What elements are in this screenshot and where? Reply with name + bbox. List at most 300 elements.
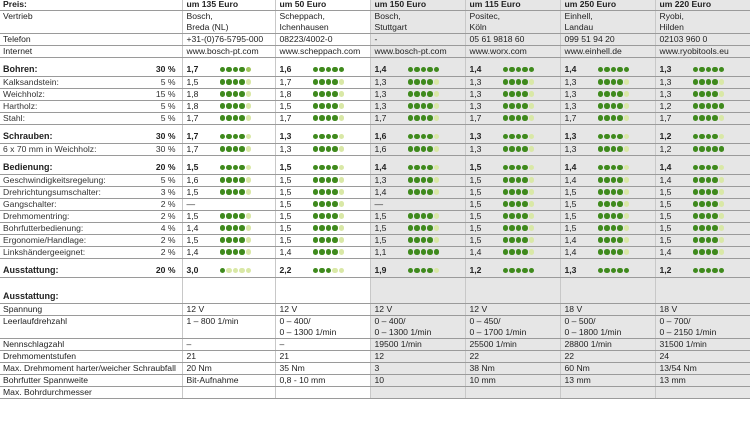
rating-dot <box>699 189 705 195</box>
product-cell <box>465 33 560 45</box>
product-cell <box>655 186 750 198</box>
rating-dots <box>693 199 726 210</box>
score-value: 1,3 <box>279 131 292 141</box>
info-value: Einhell, <box>564 10 593 21</box>
score-value: 1,8 <box>186 100 199 111</box>
row-weight <box>140 143 182 155</box>
product-cell <box>465 162 560 174</box>
rating-dots <box>503 64 536 75</box>
rating-dot <box>706 79 712 85</box>
rating-dot <box>414 103 420 109</box>
product-cell <box>182 258 275 265</box>
score-value: 1,7 <box>279 112 292 123</box>
rating-dot <box>434 225 440 231</box>
rating-dot <box>414 115 420 121</box>
product-cell <box>182 100 275 112</box>
product-cell <box>560 88 655 100</box>
score-value: 1,5 <box>279 198 292 209</box>
rating-dot <box>246 103 252 109</box>
rating-dot <box>319 249 325 255</box>
product-cell <box>370 143 465 155</box>
rating-dot <box>604 165 610 171</box>
rating-dot <box>326 237 332 243</box>
product-cell <box>275 143 370 155</box>
rating-dot <box>421 91 427 97</box>
product-cell <box>275 186 370 198</box>
spec-value: 3 <box>374 362 380 373</box>
score-value: 1,4 <box>659 246 672 257</box>
rating-dot <box>326 213 332 219</box>
rating-dot <box>624 146 630 152</box>
row-label-text: Nennschlagzahl <box>3 338 65 349</box>
rating-dot <box>220 213 226 219</box>
rating-dot <box>522 189 528 195</box>
product-cell <box>275 210 370 222</box>
product-cell <box>655 10 750 33</box>
rating-dots <box>408 101 441 112</box>
rating-dot <box>604 268 610 274</box>
spec-row <box>0 315 750 338</box>
score-value: 1,5 <box>279 222 292 233</box>
rating-dot <box>699 146 705 152</box>
score-value: 1,7 <box>186 143 199 154</box>
row-weight <box>140 57 182 64</box>
rating-dot <box>339 213 345 219</box>
rating-dot <box>408 165 414 171</box>
rating-dot <box>699 134 705 140</box>
rating-dot <box>598 134 604 140</box>
rating-dot <box>414 268 420 274</box>
row-weight <box>140 162 182 174</box>
info-value: 08223/4002-0 <box>279 33 333 44</box>
rating-dot <box>509 134 515 140</box>
rating-dot <box>427 249 433 255</box>
row-weight-text: 5 % <box>160 112 176 123</box>
product-cell <box>560 57 655 64</box>
product-cell <box>465 374 560 386</box>
row-label <box>0 57 140 64</box>
row-label-text: Preis: <box>3 0 27 9</box>
rating-dot <box>339 146 345 152</box>
rating-dot <box>503 67 509 73</box>
rating-dot <box>414 165 420 171</box>
rating-dot <box>220 177 226 183</box>
rating-dot <box>319 134 325 140</box>
product-cell <box>370 210 465 222</box>
rating-dots <box>598 199 631 210</box>
info-value: www.ryobitools.eu <box>659 45 729 56</box>
spec-value: 1 – 800 1/min <box>186 315 239 326</box>
rating-dot <box>529 146 535 152</box>
spec-value: 0 – 450/ <box>469 315 501 326</box>
row-weight <box>140 64 182 76</box>
rating-dot <box>239 146 245 152</box>
rating-dot <box>434 91 440 97</box>
product-cell <box>560 162 655 174</box>
product-cell <box>370 10 465 33</box>
rating-dot <box>617 165 623 171</box>
rating-dot <box>604 134 610 140</box>
rating-dot <box>408 91 414 97</box>
product-cell <box>275 374 370 386</box>
rating-dot <box>693 213 699 219</box>
rating-dot <box>624 213 630 219</box>
rating-dot <box>226 268 232 274</box>
rating-dot <box>226 177 232 183</box>
product-cell <box>655 33 750 45</box>
rating-dot <box>339 268 345 274</box>
product-cell <box>370 162 465 174</box>
rating-dot <box>706 201 712 207</box>
rating-dots <box>693 64 726 75</box>
rating-dots <box>503 199 536 210</box>
rating-dot <box>220 134 226 140</box>
rating-dot <box>332 237 338 243</box>
row-weight <box>140 338 182 350</box>
rating-dot <box>604 249 610 255</box>
rating-dot <box>617 213 623 219</box>
rating-dots <box>693 187 726 198</box>
rating-dot <box>319 67 325 73</box>
rating-dot <box>509 177 515 183</box>
rating-dot <box>319 177 325 183</box>
rating-dot <box>239 79 245 85</box>
rating-dot <box>522 91 528 97</box>
rating-dot <box>522 249 528 255</box>
rating-dot <box>598 91 604 97</box>
row-label <box>0 303 140 315</box>
rating-dot <box>712 213 718 219</box>
product-cell <box>370 350 465 362</box>
rating-dot <box>516 225 522 231</box>
rating-dot <box>408 79 414 85</box>
spec-value: 12 V <box>374 303 393 314</box>
row-label-text: Schrauben: <box>3 131 53 141</box>
rating-dot <box>220 67 226 73</box>
row-label-text: Hartholz: <box>3 100 38 111</box>
rating-dots <box>220 89 253 100</box>
rating-dot <box>313 165 319 171</box>
rating-dot <box>604 67 610 73</box>
product-cell <box>275 131 370 143</box>
row-label <box>0 0 140 10</box>
score-value: 1,4 <box>469 64 482 74</box>
product-cell <box>465 303 560 315</box>
spacer-row <box>0 57 750 64</box>
info-value: Bosch, <box>374 10 401 21</box>
row-label <box>0 265 140 277</box>
row-label <box>0 291 140 303</box>
rating-dot <box>699 115 705 121</box>
rating-dots <box>598 265 631 276</box>
rating-dot <box>326 249 332 255</box>
spec-value: 0 – 1300 1/min <box>374 326 432 337</box>
product-cell <box>655 338 750 350</box>
score-value: 1,5 <box>659 234 672 245</box>
rating-dot <box>220 79 226 85</box>
product-cell <box>560 210 655 222</box>
rating-dot <box>226 67 232 73</box>
rating-dots <box>503 113 536 124</box>
rating-dot <box>427 268 433 274</box>
rating-dot <box>414 213 420 219</box>
rating-dots <box>313 247 346 258</box>
product-cell <box>370 155 465 162</box>
rating-dot <box>719 103 725 109</box>
category-row <box>0 64 750 76</box>
product-cell <box>560 143 655 155</box>
rating-dot <box>326 91 332 97</box>
rating-dot <box>427 225 433 231</box>
rating-dot <box>522 213 528 219</box>
rating-dot <box>313 177 319 183</box>
rating-dot <box>339 225 345 231</box>
rating-dot <box>339 91 345 97</box>
product-cell <box>370 338 465 350</box>
info-value: www.bosch-pt.com <box>374 45 447 56</box>
row-label <box>0 143 140 155</box>
rating-dot <box>239 268 245 274</box>
rating-dots <box>598 101 631 112</box>
rating-dots <box>503 247 536 258</box>
rating-dots <box>598 77 631 88</box>
rating-dot <box>408 225 414 231</box>
rating-dot <box>239 237 245 243</box>
rating-dot <box>509 91 515 97</box>
product-cell <box>182 210 275 222</box>
rating-dot <box>233 134 239 140</box>
rating-dot <box>509 213 515 219</box>
score-value: 1,4 <box>564 246 577 257</box>
rating-dots <box>313 199 346 210</box>
spec-value: 12 <box>374 350 385 361</box>
spec-value: 35 Nm <box>279 362 305 373</box>
score-value: 3,0 <box>186 265 199 275</box>
score-value: 1,5 <box>469 162 482 172</box>
rating-dot <box>624 165 630 171</box>
rating-dot <box>220 146 226 152</box>
subcriterion-row <box>0 174 750 186</box>
product-cell <box>370 186 465 198</box>
rating-dot <box>427 67 433 73</box>
product-cell <box>655 386 750 398</box>
price-label: um 50 Euro <box>279 0 327 9</box>
rating-dot <box>611 146 617 152</box>
rating-dot <box>719 268 725 274</box>
row-weight <box>140 303 182 315</box>
row-label <box>0 162 140 174</box>
rating-dot <box>332 165 338 171</box>
product-cell <box>370 64 465 76</box>
rating-dots <box>503 89 536 100</box>
spec-value: 0 – 500/ <box>564 315 596 326</box>
rating-dots <box>408 113 441 124</box>
product-cell <box>275 350 370 362</box>
rating-dot <box>719 67 725 73</box>
score-value: 1,2 <box>659 265 672 275</box>
row-weight <box>140 131 182 143</box>
product-cell <box>275 338 370 350</box>
rating-dots <box>408 64 441 75</box>
product-cell <box>182 362 275 374</box>
rating-dot <box>624 134 630 140</box>
rating-dot <box>233 115 239 121</box>
row-label-text: Linkshändergeeignet: <box>3 246 86 257</box>
rating-dot <box>503 213 509 219</box>
score-value: 1,3 <box>659 64 672 74</box>
rating-dot <box>408 67 414 73</box>
product-cell <box>275 162 370 174</box>
product-cell <box>465 315 560 338</box>
rating-dots <box>220 187 253 198</box>
rating-dot <box>719 177 725 183</box>
rating-dots <box>693 265 726 276</box>
rating-dot <box>414 79 420 85</box>
rating-dot <box>332 91 338 97</box>
info-value: Stuttgart <box>374 21 407 32</box>
rating-dot <box>706 67 712 73</box>
row-label-text: Bohrfutterbedienung: <box>3 222 84 233</box>
product-cell <box>655 162 750 174</box>
rating-dot <box>712 165 718 171</box>
product-cell <box>465 10 560 33</box>
rating-dot <box>509 79 515 85</box>
score-value: 1,3 <box>374 76 387 87</box>
rating-dot <box>617 237 623 243</box>
info-row <box>0 33 750 45</box>
rating-dot <box>339 67 345 73</box>
rating-dot <box>414 146 420 152</box>
rating-dot <box>529 177 535 183</box>
rating-dots <box>313 77 346 88</box>
row-label-text: Bedienung: <box>3 162 53 172</box>
rating-dot <box>611 225 617 231</box>
rating-dot <box>529 67 535 73</box>
product-cell <box>370 234 465 246</box>
rating-dot <box>719 225 725 231</box>
spec-row <box>0 374 750 386</box>
rating-dot <box>414 237 420 243</box>
rating-dot <box>332 177 338 183</box>
product-cell <box>182 88 275 100</box>
row-label-text: Gangschalter: <box>3 198 57 209</box>
rating-dots <box>503 131 536 142</box>
row-weight <box>140 315 182 338</box>
row-label <box>0 124 140 131</box>
rating-dot <box>604 189 610 195</box>
rating-dot <box>611 237 617 243</box>
row-label <box>0 362 176 374</box>
row-label-text: Geschwindigkeitsregelung: <box>3 174 106 185</box>
product-cell <box>370 131 465 143</box>
rating-dot <box>332 268 338 274</box>
row-weight <box>140 234 182 246</box>
rating-dot <box>326 268 332 274</box>
rating-dots <box>313 144 346 155</box>
rating-dot <box>706 177 712 183</box>
row-label-text: Leerlaufdrehzahl <box>3 315 68 326</box>
rating-dot <box>611 249 617 255</box>
spec-value: 0,8 - 10 mm <box>279 374 326 385</box>
rating-dot <box>604 103 610 109</box>
product-cell <box>275 277 370 291</box>
product-cell <box>370 124 465 131</box>
rating-dot <box>246 146 252 152</box>
row-label <box>0 88 140 100</box>
product-cell <box>655 45 750 57</box>
rating-dot <box>226 249 232 255</box>
product-cell <box>465 258 560 265</box>
product-cell <box>182 162 275 174</box>
rating-dot <box>313 237 319 243</box>
rating-dots <box>408 144 441 155</box>
rating-dot <box>313 103 319 109</box>
row-weight <box>140 45 182 57</box>
product-cell <box>370 174 465 186</box>
rating-dot <box>326 165 332 171</box>
product-cell <box>655 246 750 258</box>
rating-dot <box>516 237 522 243</box>
row-label <box>0 100 140 112</box>
product-cell <box>560 100 655 112</box>
rating-dot <box>529 213 535 219</box>
rating-dot <box>339 134 345 140</box>
row-label-text: Bohren: <box>3 64 38 74</box>
product-cell <box>370 198 465 210</box>
spec-value: 22 <box>564 350 575 361</box>
product-cell <box>275 88 370 100</box>
spec-value: 60 Nm <box>564 362 590 373</box>
rating-dot <box>434 165 440 171</box>
subcriterion-row <box>0 100 750 112</box>
rating-dot <box>516 79 522 85</box>
rating-dot <box>220 225 226 231</box>
product-cell <box>465 100 560 112</box>
spec-value: 19500 1/min <box>374 338 422 349</box>
product-cell <box>560 350 655 362</box>
rating-dots <box>693 235 726 246</box>
rating-dot <box>624 79 630 85</box>
product-cell <box>465 350 560 362</box>
rating-dot <box>522 225 528 231</box>
row-label <box>0 258 140 265</box>
row-weight <box>140 258 182 265</box>
rating-dot <box>319 189 325 195</box>
rating-dots <box>220 162 253 173</box>
rating-dot <box>611 91 617 97</box>
score-value: 1,3 <box>469 131 482 141</box>
rating-dot <box>529 237 535 243</box>
rating-dots <box>503 175 536 186</box>
row-label-text: Spannung <box>3 303 43 314</box>
rating-dot <box>719 213 725 219</box>
rating-dot <box>503 237 509 243</box>
product-cell <box>275 57 370 64</box>
rating-dots <box>503 162 536 173</box>
rating-dot <box>693 189 699 195</box>
row-label-text: Kalksandstein: <box>3 76 59 87</box>
product-cell <box>275 258 370 265</box>
product-cell <box>560 234 655 246</box>
row-label-text: Drehrichtungsumschalter: <box>3 186 101 197</box>
score-value: 1,5 <box>279 210 292 221</box>
rating-dot <box>719 249 725 255</box>
rating-dot <box>233 225 239 231</box>
row-weight <box>140 124 182 131</box>
rating-dot <box>712 115 718 121</box>
score-value: 1,3 <box>374 174 387 185</box>
row-label <box>0 64 140 76</box>
